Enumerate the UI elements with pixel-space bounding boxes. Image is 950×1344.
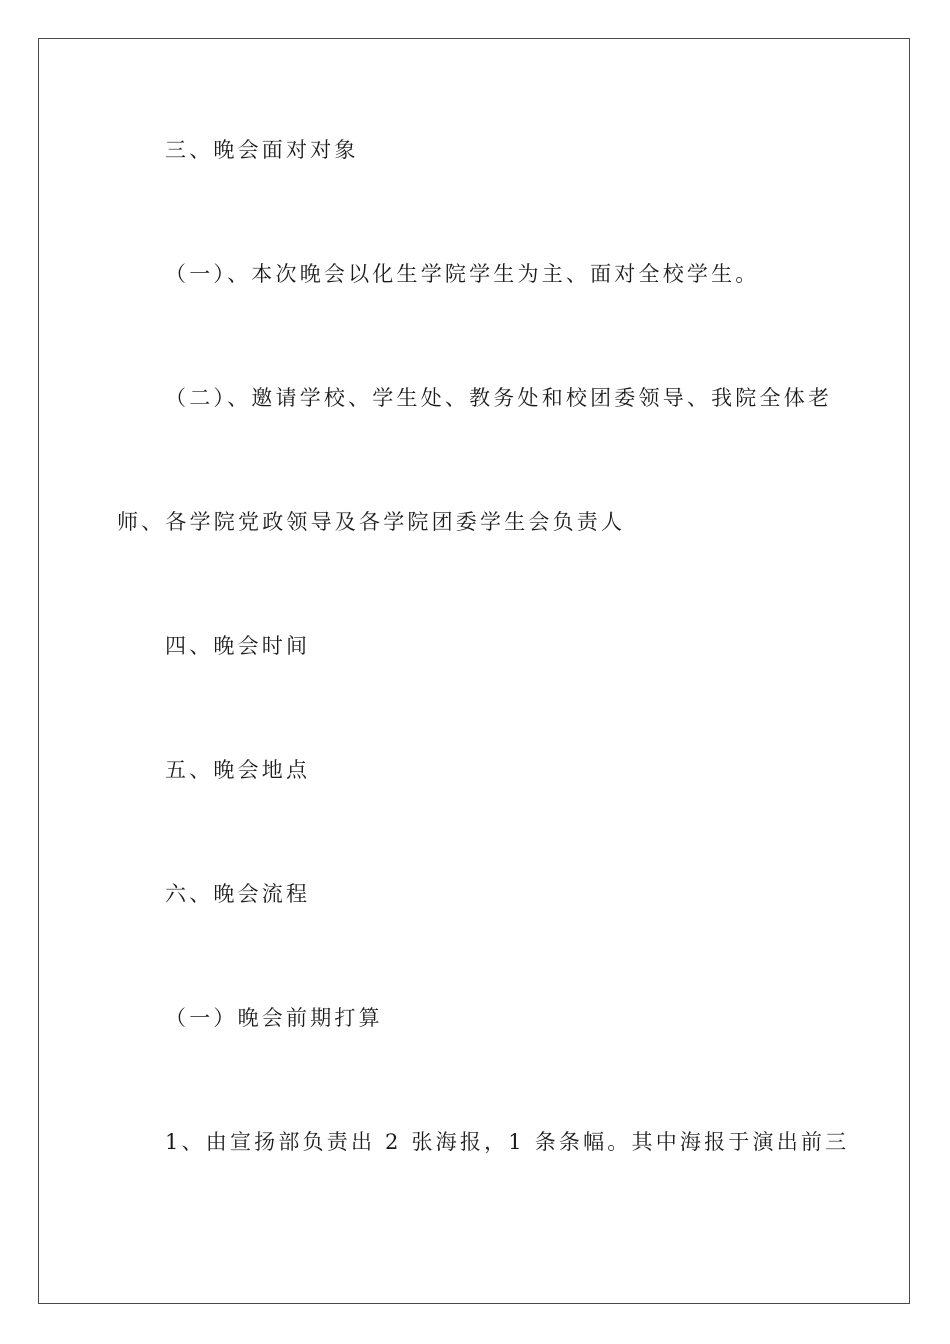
paragraph-audience-2-continued: 师、各学院党政领导及各学院团委学生会负责人 — [117, 510, 626, 534]
page-border — [38, 38, 910, 1304]
paragraph-audience-2: （二）、邀请学校、学生处、教务处和校团委领导、我院全体老 — [165, 386, 833, 410]
paragraph-audience-1: （一）、本次晚会以化生学院学生为主、面对全校学生。 — [165, 262, 760, 286]
section-heading-location: 五、晚会地点 — [165, 758, 311, 782]
subsection-heading-preparation: （一）晚会前期打算 — [165, 1006, 383, 1030]
section-heading-process: 六、晚会流程 — [165, 882, 311, 906]
section-heading-time: 四、晚会时间 — [165, 634, 311, 658]
section-heading-audience: 三、晚会面对对象 — [165, 138, 359, 162]
paragraph-preparation-1: 1、由宣扬部负责出 2 张海报，1 条条幅。其中海报于演出前三 — [165, 1130, 850, 1154]
